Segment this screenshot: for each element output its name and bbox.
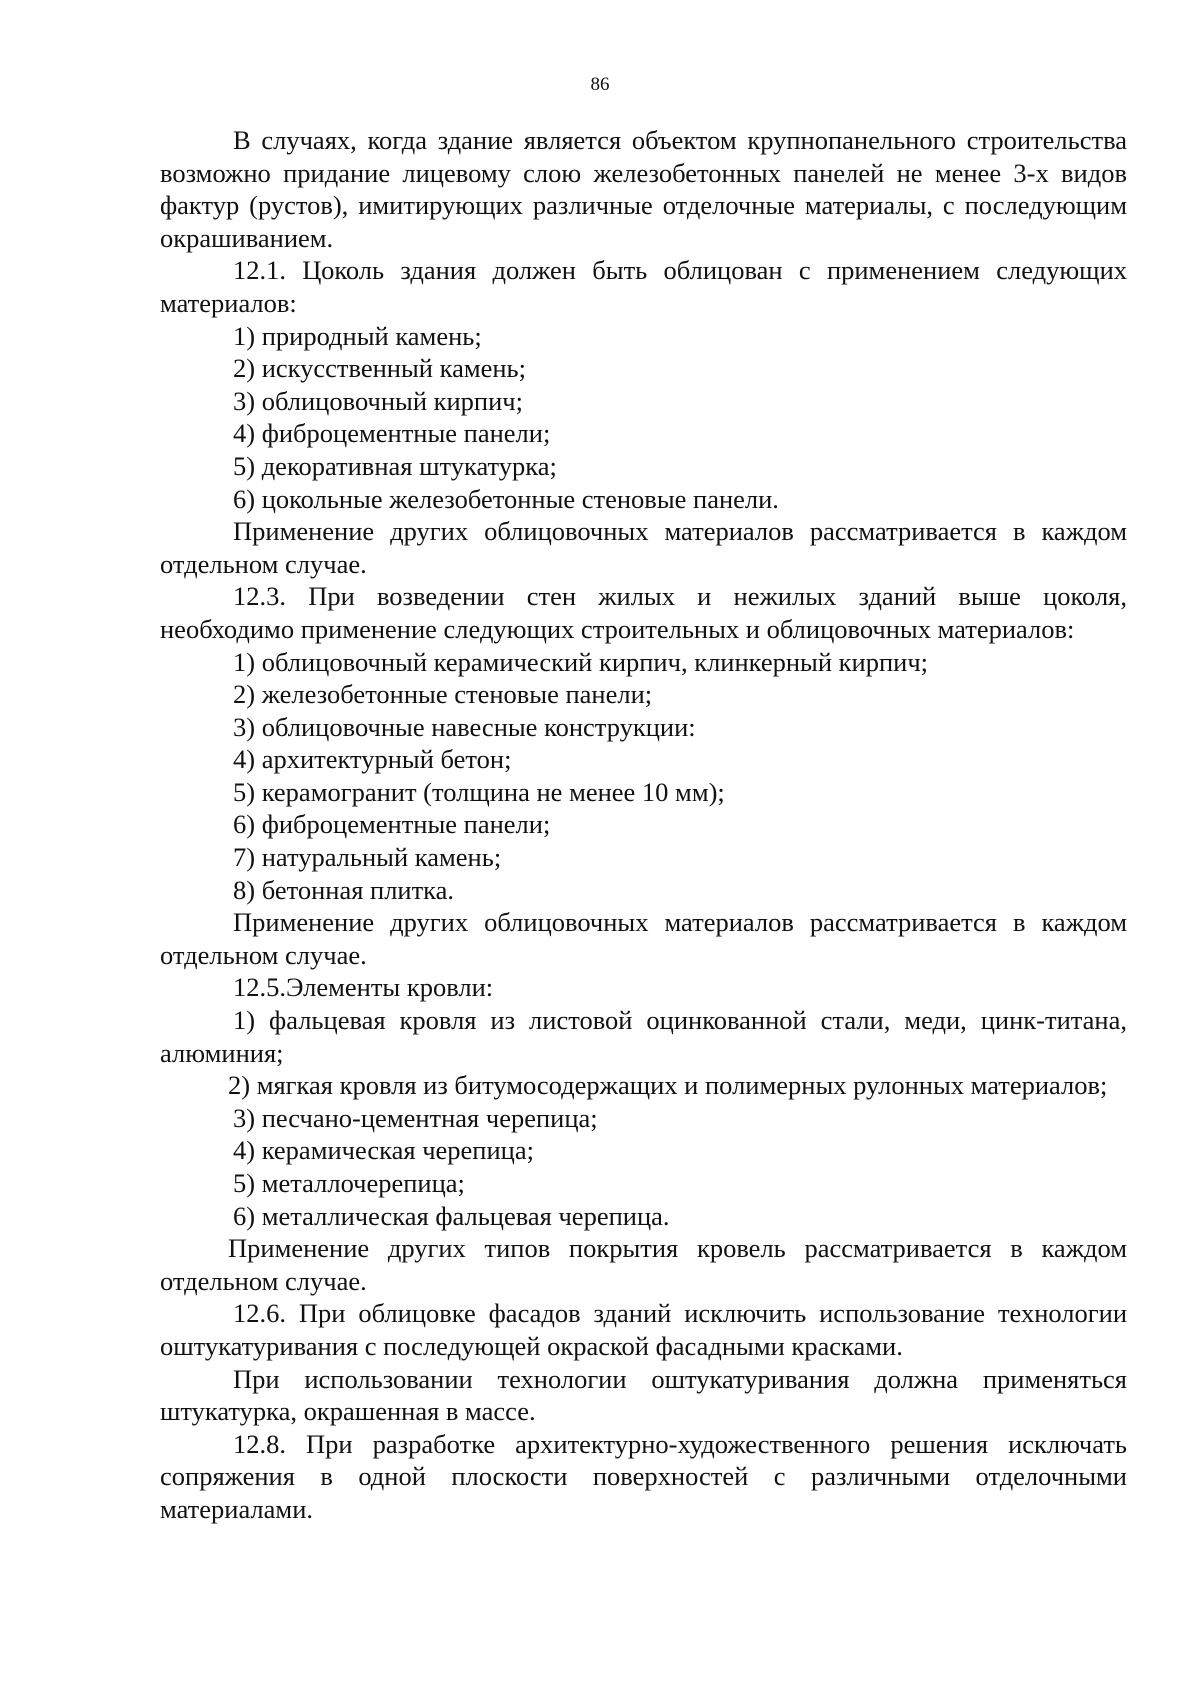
page-number: 86 <box>590 74 610 95</box>
list-item: 3) песчано-цементная черепица; <box>233 1102 598 1133</box>
list-item: 2) железобетонные стеновые панели; <box>233 679 653 710</box>
section-12-5-note: Применение других типов покрытия кровель рассматривается в каждом отдельном случае. <box>160 1233 1127 1296</box>
list-item: 6) цокольные железобетонные стеновые панели. <box>233 483 779 514</box>
list-item: 1) облицовочный керамический кирпич, клинкерный кирпич; <box>233 646 929 677</box>
section-12-3: 12.3. При возведении стен жилых и нежилых зданий выше цоколя, необходимо применение следующих строительных и облицовочных материалов: <box>160 581 1127 644</box>
section-12-1-note: Применение других облицовочных материалов рассматривается в каждом отдельном случае. <box>160 516 1127 579</box>
list-item: 1) природный камень; <box>233 320 482 351</box>
section-12-6-note: При использовании технологии оштукатуривания должна применяться штукатурка, окрашенная в массе. <box>160 1363 1127 1427</box>
list-item: 3) облицовочный кирпич; <box>233 385 523 416</box>
list-item: 2) искусственный камень; <box>233 353 526 384</box>
section-12-8: 12.8. При разработке архитектурно-художественного решения исключать сопряжения в одной плоскости поверхностей с различными отделочными материалами. <box>160 1428 1127 1524</box>
section-12-5: 12.5.Элементы кровли: <box>233 972 494 1003</box>
section-12-3-note: Применение других облицовочных материалов рассматривается в каждом отдельном случае. <box>160 907 1127 970</box>
document-body <box>160 124 1127 1526</box>
list-item: 4) керамическая черепица; <box>233 1135 534 1166</box>
list-item: 5) декоративная штукатурка; <box>233 450 557 481</box>
list-item: 1) фальцевая кровля из листовой оцинкованной стали, меди, цинк-титана, алюминия; <box>160 1005 1127 1068</box>
section-12-6: 12.6. При облицовке фасадов зданий исключить использование технологии оштукатуривания с последующей окраской фасадными красками. <box>160 1298 1127 1361</box>
list-item: 8) бетонная плитка. <box>233 874 455 905</box>
list-item: 5) керамогранит (толщина не менее 10 мм); <box>233 776 725 807</box>
list-item: 4) архитектурный бетон; <box>233 744 512 775</box>
paragraph-intro: В случаях, когда здание является объектом крупнопанельного строительства возможно придание лицевому слою железобетонных панелей не менее 3-х видов фактур (рустов), имитирующих различные отделочные материалы, с последующим окрашиванием. <box>160 125 1127 253</box>
list-item: 7) натуральный камень; <box>233 842 502 873</box>
list-item: 5) металлочерепица; <box>233 1168 465 1198</box>
list-item: 4) фиброцементные панели; <box>233 418 551 449</box>
list-item: 2) мягкая кровля из битумосодержащих и полимерных рулонных материалов; <box>228 1070 1108 1101</box>
list-item: 6) фиброцементные панели; <box>233 809 551 840</box>
list-item: 6) металлическая фальцевая черепица. <box>233 1200 670 1231</box>
list-item: 3) облицовочные навесные конструкции: <box>233 711 696 742</box>
section-12-1: 12.1. Цоколь здания должен быть облицован с применением следующих материалов: <box>160 255 1127 318</box>
